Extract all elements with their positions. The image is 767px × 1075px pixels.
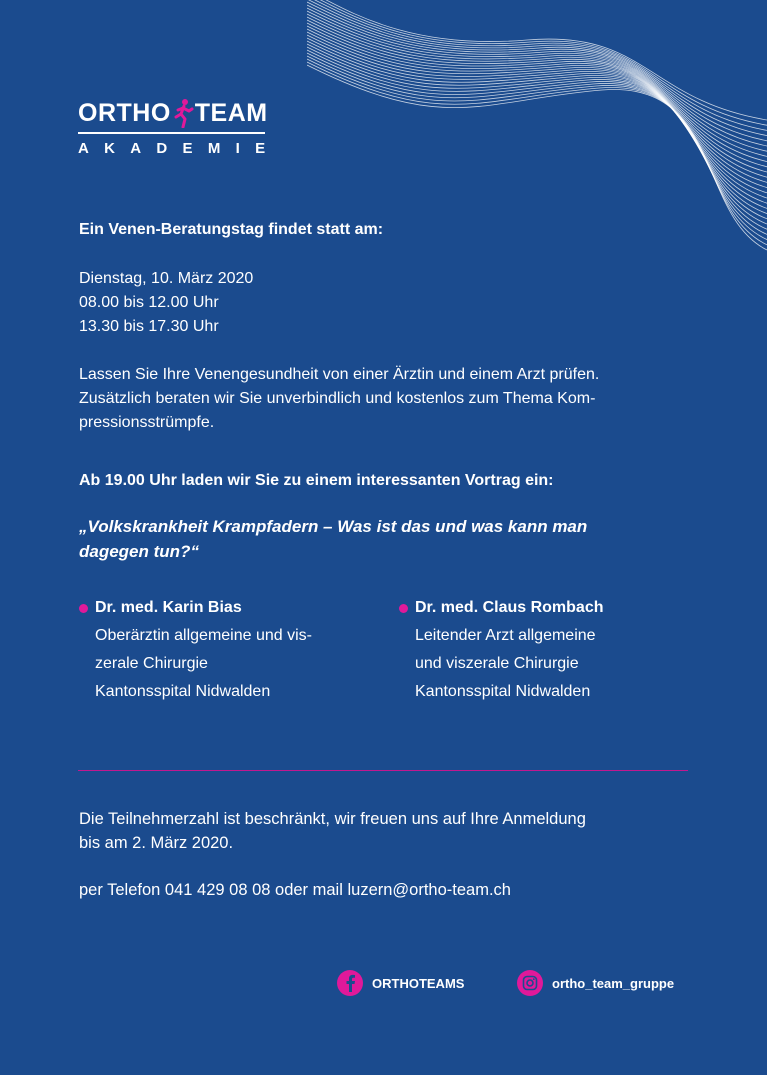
wave-line — [307, 0, 767, 120]
description-line: Zusätzlich beraten wir Sie unverbindlich und kostenlos zum Thema Kom- — [79, 390, 596, 407]
speaker-name-text: Dr. med. Claus Rombach — [415, 599, 604, 616]
description-line: Lassen Sie Ihre Venengesundheit von einer Ärztin und einem Arzt prüfen. — [79, 366, 600, 383]
lecture-title-line: „Volkskrankheit Krampfadern – Was ist das und was kann man — [79, 517, 588, 536]
instagram-handle: ortho_team_gruppe — [552, 975, 675, 991]
contact-info: per Telefon 041 429 08 08 oder mail luzern@ortho-team.ch — [79, 881, 511, 899]
wave-line — [307, 0, 767, 130]
schedule-date: Dienstag, 10. März 2020 — [79, 270, 254, 287]
section-divider — [78, 770, 688, 771]
bullet-dot — [399, 604, 408, 613]
schedule — [79, 267, 253, 339]
speaker-claus-rombach — [415, 594, 604, 706]
ortho-team-logo — [78, 98, 281, 157]
bullet-dot — [79, 604, 88, 613]
speaker-hospital: Kantonsspital Nidwalden — [415, 683, 591, 700]
instagram-icon — [517, 970, 543, 996]
lecture-title — [79, 514, 587, 564]
speaker-karin-bias — [95, 594, 312, 706]
lecture-title-line: dagegen tun?“ — [79, 542, 199, 561]
intro-heading: Ein Venen-Beratungstag findet statt am: — [79, 221, 384, 238]
runner-icon — [172, 98, 194, 128]
speaker-name-text: Dr. med. Karin Bias — [95, 599, 242, 616]
speaker-name — [95, 594, 312, 622]
logo-divider — [78, 132, 265, 134]
logo-subtitle: AKADEMIE — [78, 140, 281, 157]
wave-line — [307, 20, 767, 172]
facebook-handle: ORTHOTEAMS — [372, 975, 465, 991]
wave-line — [307, 32, 767, 193]
wave-line — [307, 26, 767, 182]
facebook-link[interactable] — [337, 970, 464, 996]
wave-line — [307, 59, 767, 240]
speaker-hospital: Kantonsspital Nidwalden — [95, 683, 271, 700]
registration-line: Die Teilnehmerzahl ist beschränkt, wir freuen uns auf Ihre Anmeldung — [79, 810, 586, 828]
wave-line — [307, 0, 767, 136]
speaker-role: und viszerale Chirurgie — [415, 655, 579, 672]
logo-wordmark — [78, 98, 268, 128]
speaker-name — [415, 594, 604, 622]
lecture-intro: Ab 19.00 Uhr laden wir Sie zu einem interessanten Vortrag ein: — [79, 472, 554, 489]
speaker-role: Leitender Arzt allgemeine — [415, 627, 596, 644]
speaker-role: Oberärztin allgemeine und vis- — [95, 627, 312, 644]
description — [79, 363, 599, 435]
logo-text-team: TEAM — [194, 99, 268, 127]
speaker-role: zerale Chirurgie — [95, 655, 208, 672]
facebook-icon — [337, 970, 363, 996]
description-line: pressionsstrümpfe. — [79, 414, 215, 431]
schedule-time-morning: 08.00 bis 12.00 Uhr — [79, 294, 219, 311]
registration-line: bis am 2. März 2020. — [79, 834, 234, 852]
instagram-link[interactable] — [517, 970, 674, 996]
registration-note — [79, 807, 586, 855]
schedule-time-afternoon: 13.30 bis 17.30 Uhr — [79, 318, 219, 335]
logo-text-ortho: ORTHO — [78, 99, 171, 127]
